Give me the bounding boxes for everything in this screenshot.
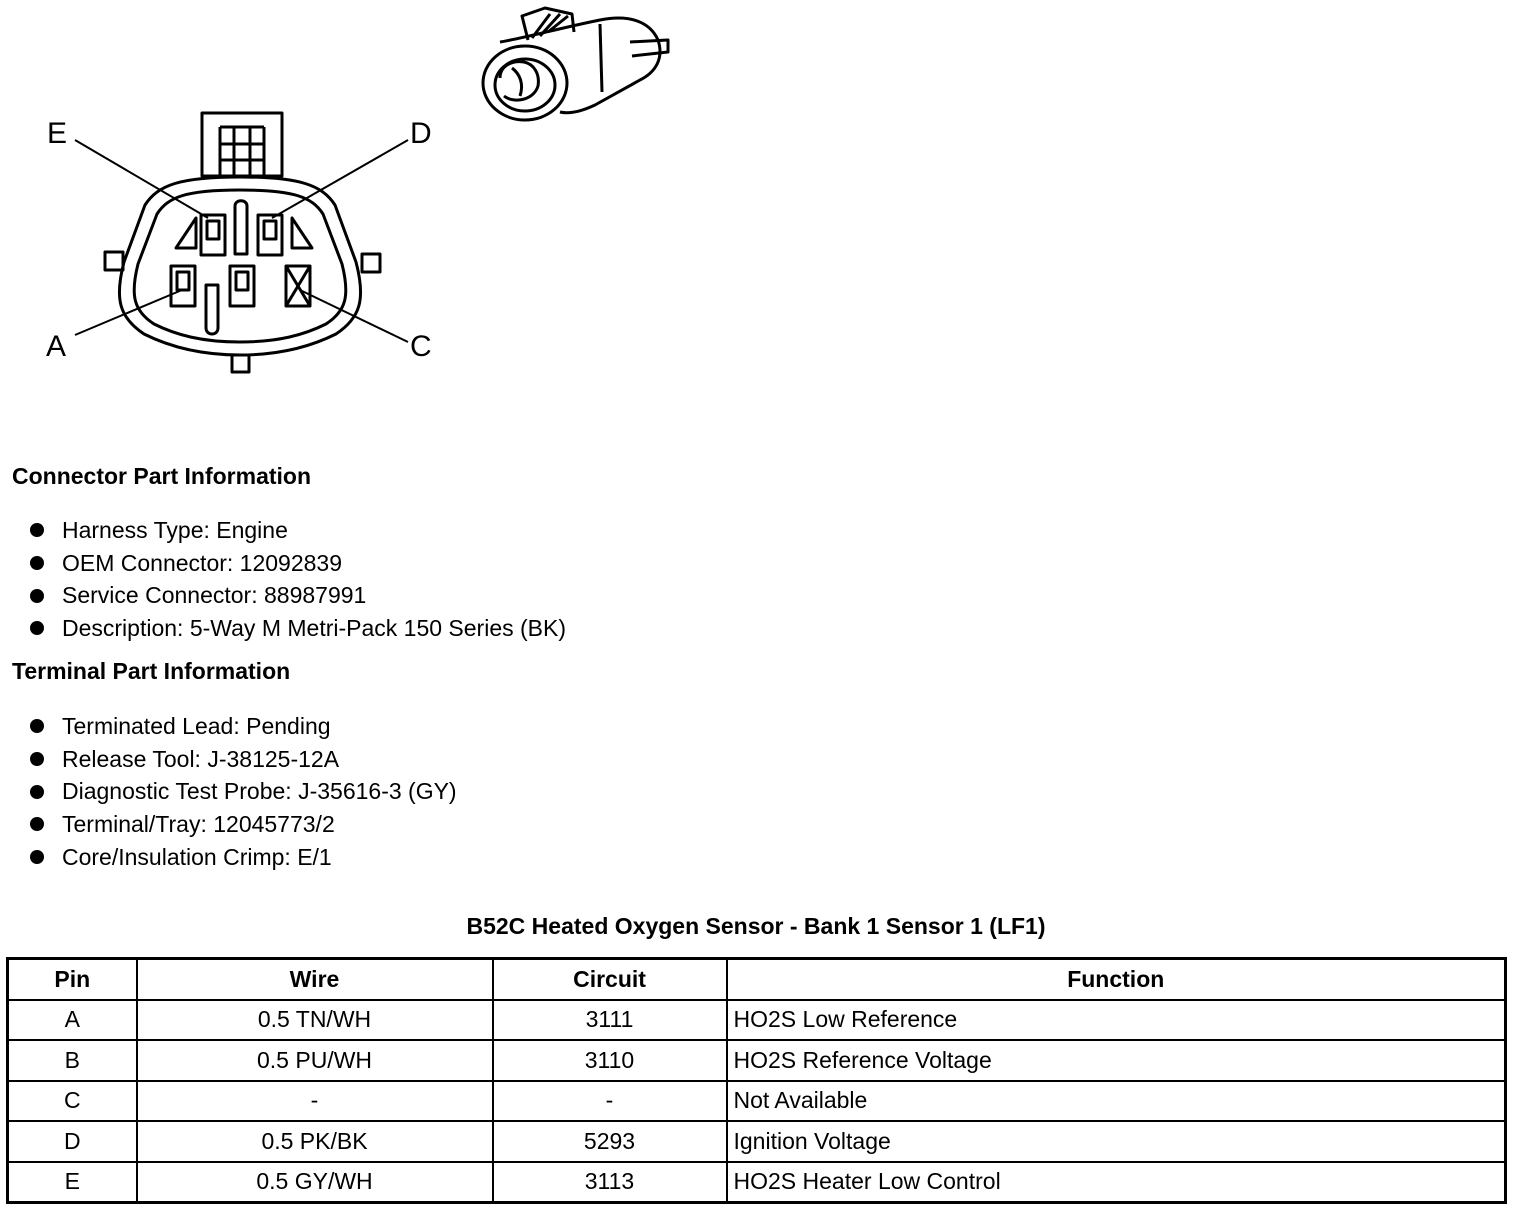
wire-cell: 0.5 PU/WH [137,1040,493,1081]
pin-table-title: B52C Heated Oxygen Sensor - Bank 1 Sensor 1 (LF1) [466,913,1046,939]
list-item: Service Connector: 88987991 [30,579,566,612]
function-cell: HO2S Low Reference [727,1000,1506,1041]
leader-line-d [272,140,408,218]
bullet-icon [30,817,44,831]
table-row [8,1000,1506,1041]
pin-cell: B [8,1040,137,1081]
list-item: Terminal/Tray: 12045773/2 [30,808,457,841]
wire-cell: 0.5 GY/WH [137,1162,493,1203]
pin-cell: E [8,1162,137,1203]
pin-cell: C [8,1081,137,1122]
pin-cell: D [8,1121,137,1162]
circuit-cell: 3111 [493,1000,727,1041]
terminal-info-list [30,710,457,873]
wire-cell: - [137,1081,493,1122]
terminal-info-heading: Terminal Part Information [12,658,291,684]
column-header-function: Function [727,959,1506,1000]
pin-cavity-c-plugged [286,266,310,306]
pin-cavity-a [171,266,195,306]
right-corner-cavity [292,218,312,248]
list-item: Core/Insulation Crimp: E/1 [30,841,457,874]
wire-cell: 0.5 PK/BK [137,1121,493,1162]
column-header-wire: Wire [137,959,493,1000]
list-item: OEM Connector: 12092839 [30,547,566,580]
bullet-icon [30,621,44,635]
bullet-icon [30,523,44,537]
pin-cavity-b [230,266,254,306]
table-row [8,1162,1506,1203]
bullet-icon [30,556,44,570]
left-corner-cavity [176,218,196,248]
table-row [8,1040,1506,1081]
bullet-icon [30,850,44,864]
circuit-cell: - [493,1081,727,1122]
bottom-tab [232,355,249,372]
pin-label-a: A [46,330,67,363]
bullet-icon [30,719,44,733]
table-header-row [8,959,1506,1000]
function-cell: HO2S Reference Voltage [727,1040,1506,1081]
bullet-icon [30,785,44,799]
list-item: Description: 5-Way M Metri-Pack 150 Series (BK) [30,612,566,645]
column-header-pin: Pin [8,959,137,1000]
column-header-circuit: Circuit [493,959,727,1000]
circuit-cell: 5293 [493,1121,727,1162]
connector-face-diagram [0,0,700,430]
connector-latch [202,113,282,176]
bullet-icon [30,589,44,603]
circuit-cell: 3110 [493,1040,727,1081]
list-item: Terminated Lead: Pending [30,710,457,743]
function-cell: Not Available [727,1081,1506,1122]
table-row [8,1081,1506,1122]
pin-cavity-d [258,215,282,255]
pin-label-d: D [410,117,432,150]
circuit-cell: 3113 [493,1162,727,1203]
left-side-tab [105,252,123,270]
list-item: Diagnostic Test Probe: J-35616-3 (GY) [30,775,457,808]
pin-label-c: C [410,330,432,363]
function-cell: Ignition Voltage [727,1121,1506,1162]
leader-line-c [300,290,408,342]
list-item: Release Tool: J-38125-12A [30,743,457,776]
connector-info-list [30,514,566,645]
pin-cavity-e [201,215,225,255]
bullet-icon [30,752,44,766]
function-cell: HO2S Heater Low Control [727,1162,1506,1203]
pin-table [6,957,1507,1204]
lower-key [206,285,218,334]
connector-info-heading: Connector Part Information [12,463,312,489]
right-side-tab [362,254,380,272]
connector-3d-icon [483,8,668,120]
upper-key [235,201,247,254]
wire-cell: 0.5 TN/WH [137,1000,493,1041]
table-row [8,1121,1506,1162]
list-item: Harness Type: Engine [30,514,566,547]
pin-cell: A [8,1000,137,1041]
pin-label-e: E [47,117,68,150]
